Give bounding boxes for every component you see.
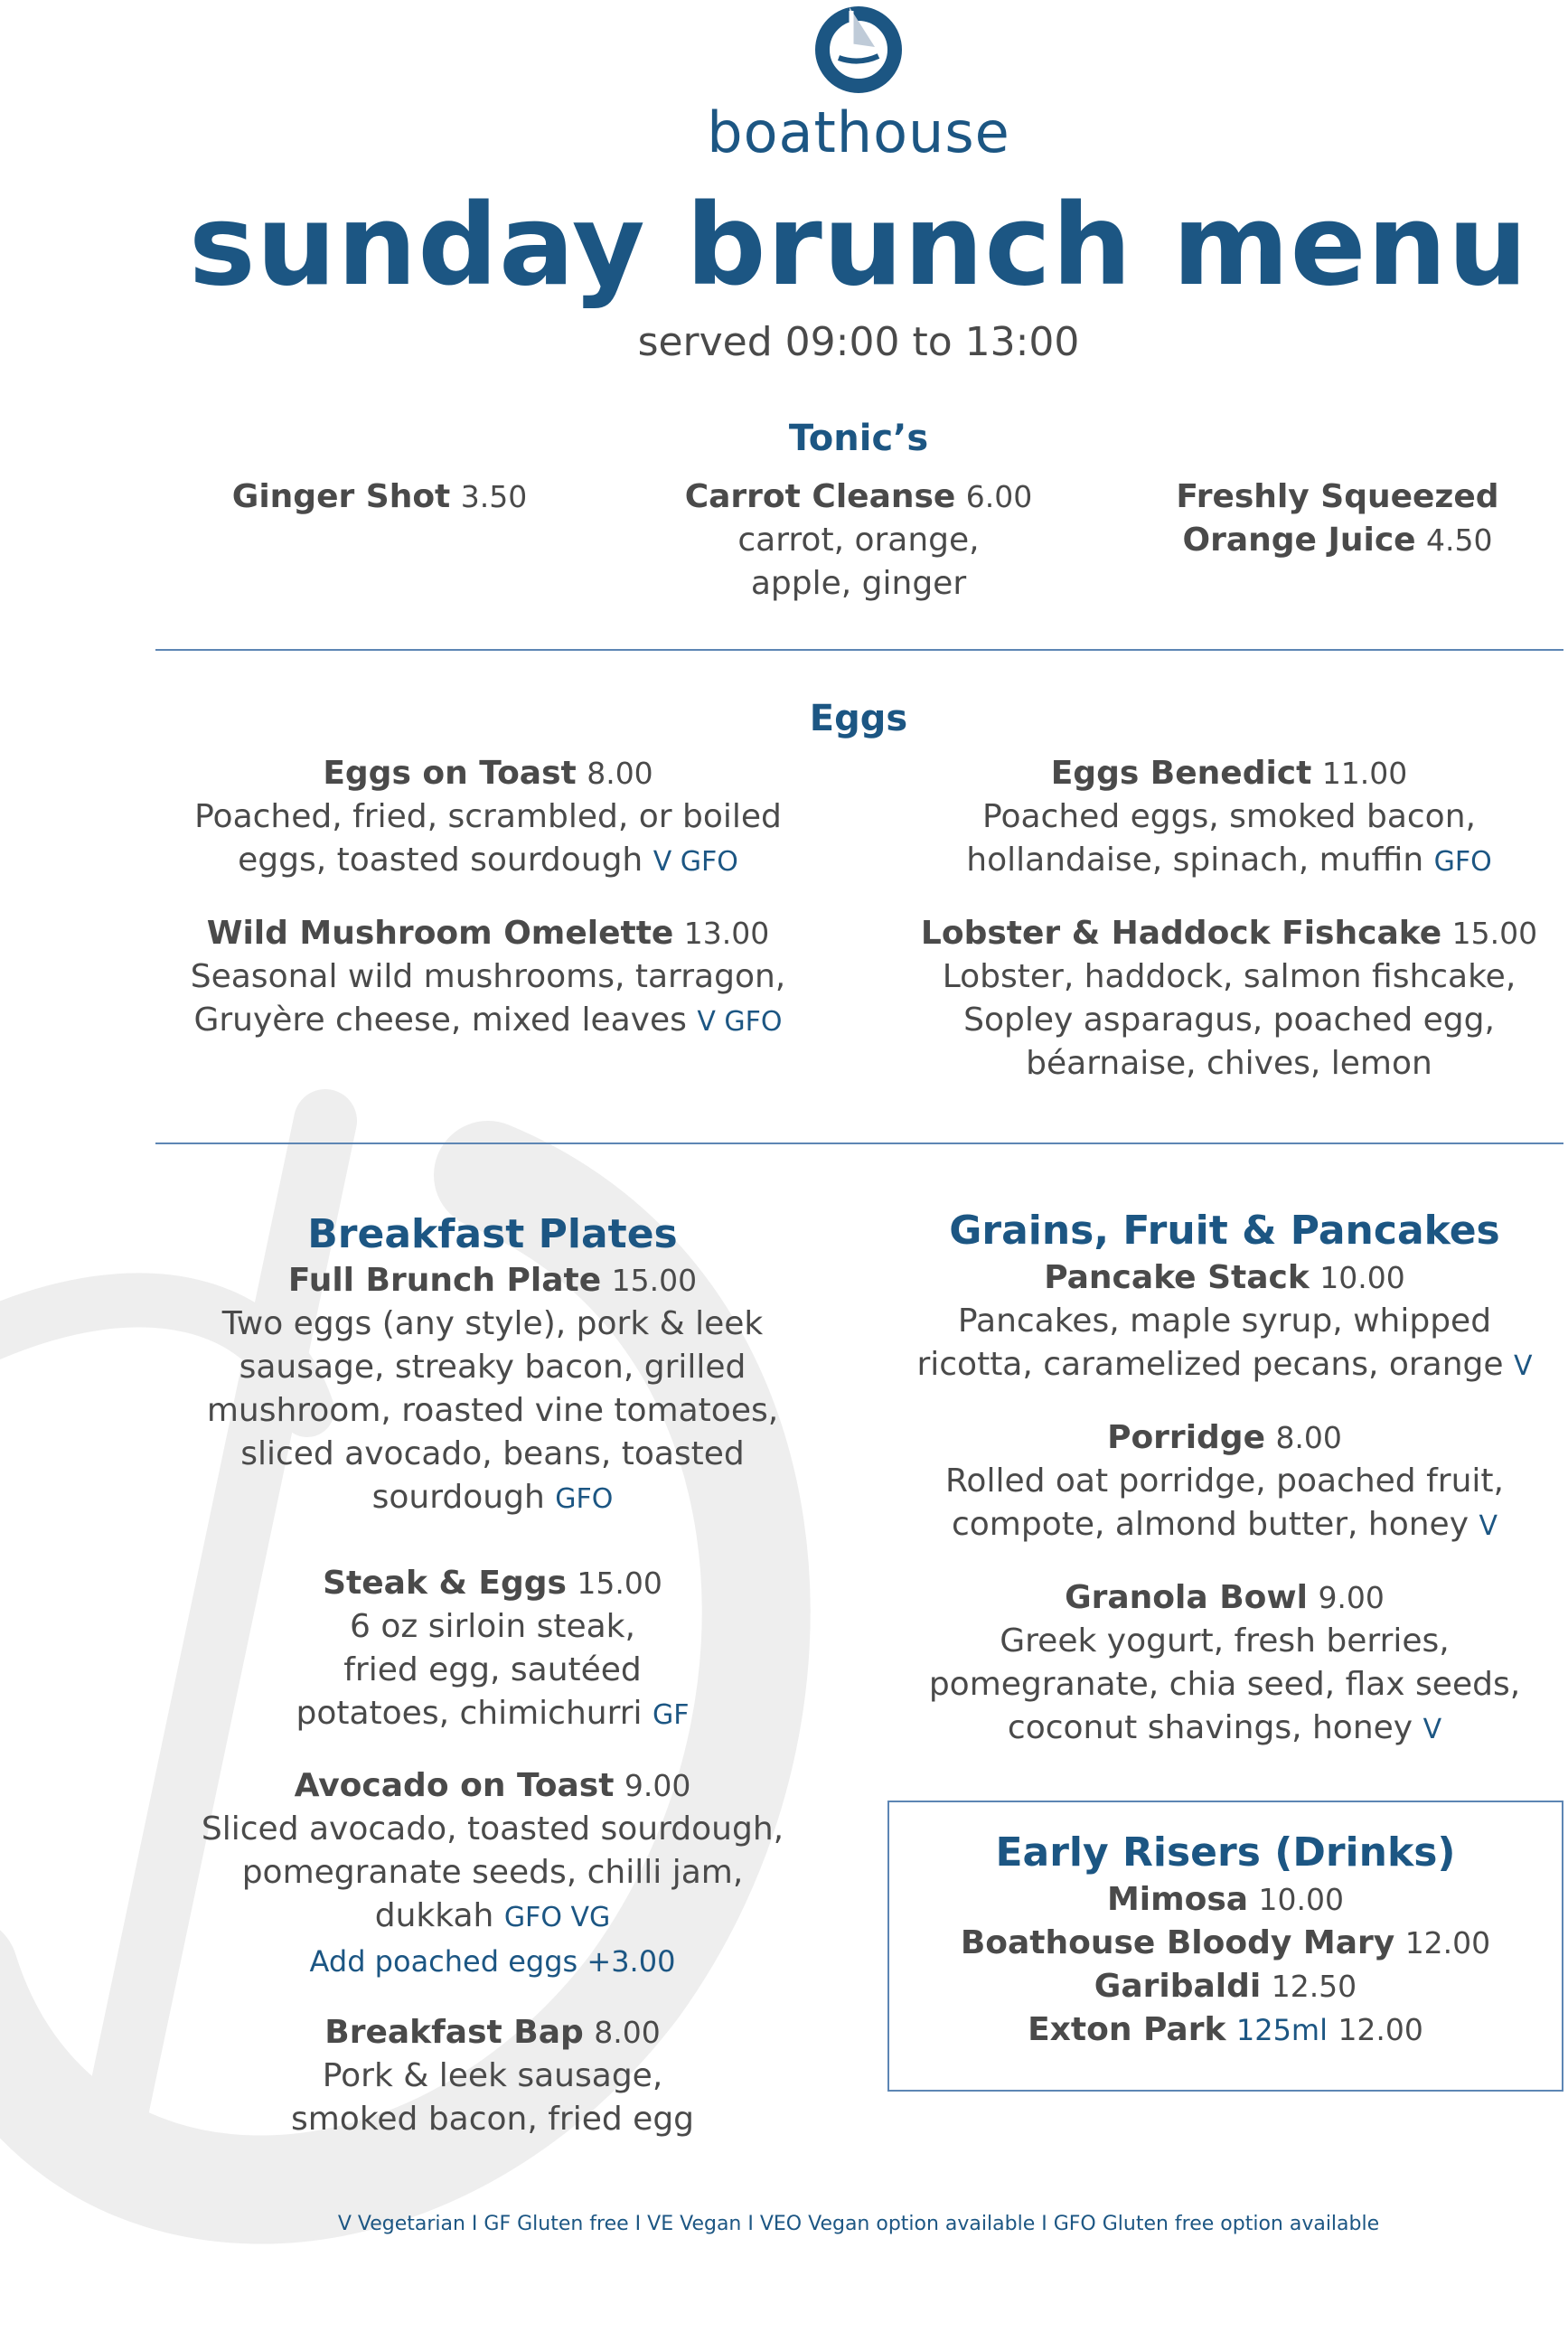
menu-item-eggs-benedict [886,752,1568,884]
menu-item-pancake-stack [863,1256,1568,1388]
item-price: 12.50 [1271,1969,1357,2004]
item-description: dukkah [374,1897,494,1934]
service-hours: served 09:00 to 13:00 [637,319,1080,365]
item-price: 15.00 [577,1566,662,1601]
item-name: Exton Park [1028,2011,1226,2048]
page-title: sunday brunch menu [188,181,1529,311]
item-description: sausage, streaky bacon, grilled [239,1349,746,1386]
item-description: smoked bacon, fried egg [290,2101,695,2138]
item-price: 12.00 [1338,2012,1423,2047]
item-name: Ginger Shot [231,478,451,515]
menu-item-eggs-on-toast [145,752,831,884]
item-name: Steak & Eggs [323,1565,567,1602]
item-description: apple, ginger [750,565,967,602]
item-description: compote, almond butter, honey [951,1506,1469,1543]
item-description: pomegranate seeds, chilli jam, [241,1854,744,1891]
item-name: Porridge [1107,1419,1265,1456]
dietary-tags: V GFO [653,846,738,878]
drink-item-exton-park [887,2008,1563,2052]
item-price: 8.00 [594,2015,661,2050]
item-price: 6.00 [965,479,1033,514]
menu-item-wild-mushroom-omelette [145,912,831,1044]
dietary-legend: V Vegetarian I GF Gluten free I VE Vegan I VEO Vegan option available I GFO Gluten free option available [337,2213,1380,2235]
item-description: carrot, orange, [737,522,980,559]
item-price: 15.00 [1451,916,1538,951]
dietary-tags: GF [653,1699,690,1731]
item-price: 13.00 [683,916,770,951]
section-divider [155,649,1563,651]
item-price: 3.50 [460,479,528,514]
item-size: 125ml [1235,2013,1328,2047]
item-price: 8.00 [1275,1420,1342,1455]
item-description: ricotta, caramelized pecans, orange [916,1346,1504,1383]
item-name: Avocado on Toast [294,1767,615,1804]
item-name: Breakfast Bap [324,2014,584,2051]
item-description: Pork & leek sausage, [322,2057,663,2094]
dietary-tags: GFO [1433,846,1492,878]
item-description: potatoes, chimichurri [296,1695,643,1732]
item-price: 4.50 [1426,522,1493,558]
item-price: 12.00 [1404,1925,1491,1961]
item-name: Eggs Benedict [1050,755,1312,792]
section-heading-tonics: Tonic’s [788,418,929,459]
menu-item-avocado-on-toast [131,1764,854,1983]
item-description: Lobster, haddock, salmon fishcake, [942,958,1516,995]
item-description: Pancakes, maple syrup, whipped [957,1302,1492,1340]
menu-item-full-brunch-plate [131,1259,854,1521]
boathouse-logo [813,0,904,99]
item-price: 11.00 [1321,756,1408,791]
item-name: Full Brunch Plate [287,1262,602,1299]
section-heading-breakfast-plates: Breakfast Plates [307,1211,678,1257]
item-description: sliced avocado, beans, toasted [240,1435,745,1472]
menu-item-carrot-cleanse [633,475,1084,606]
dietary-tags: V GFO [697,1006,783,1038]
menu-item-orange-juice [1112,475,1563,562]
item-description: Poached eggs, smoked bacon, [982,798,1476,835]
item-price: 9.00 [1318,1580,1385,1615]
dietary-tags: V [1479,1510,1498,1542]
item-name: Lobster & Haddock Fishcake [920,915,1442,952]
item-addon: Add poached eggs +3.00 [309,1944,676,1979]
menu-item-steak-and-eggs [131,1562,854,1737]
item-price: 15.00 [611,1263,698,1298]
item-name: Boathouse Bloody Mary [960,1924,1395,1961]
item-description: eggs, toasted sourdough [238,842,643,879]
item-description: fried egg, sautéed [343,1651,642,1688]
brand-name: boathouse [707,99,1010,165]
item-description: béarnaise, chives, lemon [1026,1045,1432,1082]
item-name: Orange Juice [1182,522,1416,559]
section-heading-grains-fruit-pancakes: Grains, Fruit & Pancakes [949,1208,1500,1254]
item-name: Freshly Squeezed [1176,478,1499,515]
item-name: Pancake Stack [1044,1259,1310,1296]
item-name: Mimosa [1106,1881,1249,1918]
item-description: Rolled oat porridge, poached fruit, [945,1462,1504,1500]
item-name: Garibaldi [1094,1968,1262,2005]
drinks-list [887,1828,1563,2052]
menu-item-lobster-haddock-fishcake [886,912,1568,1086]
item-description: sourdough [371,1479,545,1516]
dietary-tags: V [1514,1350,1533,1382]
item-description: Poached, fried, scrambled, or boiled [194,798,782,835]
item-price: 10.00 [1258,1882,1345,1917]
item-description: Gruyère cheese, mixed leaves [193,1001,687,1039]
section-heading-early-risers: Early Risers (Drinks) [995,1829,1456,1876]
item-description: Sliced avocado, toasted sourdough, [201,1810,784,1848]
menu-item-granola-bowl [863,1576,1568,1752]
menu-item-breakfast-bap [131,2011,854,2141]
drink-item-bloody-mary [887,1922,1563,1965]
item-description: Sopley asparagus, poached egg, [963,1001,1495,1039]
item-description: coconut shavings, honey [1007,1709,1413,1746]
item-name: Carrot Cleanse [684,478,956,515]
item-description: 6 oz sirloin steak, [350,1608,635,1645]
dietary-tags: V [1422,1714,1442,1745]
item-name: Wild Mushroom Omelette [206,915,674,952]
menu-item-porridge [863,1416,1568,1548]
item-price: 8.00 [587,756,653,791]
item-description: mushroom, roasted vine tomatoes, [206,1392,779,1429]
dietary-tags: GFO VG [503,1902,611,1933]
item-price: 9.00 [624,1768,691,1803]
section-divider [155,1142,1563,1144]
item-description: Seasonal wild mushrooms, tarragon, [190,958,786,995]
item-description: Greek yogurt, fresh berries, [1000,1622,1450,1660]
drink-item-garibaldi [887,1965,1563,2008]
item-description: pomegranate, chia seed, flax seeds, [928,1666,1521,1703]
menu-item-ginger-shot [154,475,606,519]
item-description: hollandaise, spinach, muffin [966,842,1424,879]
item-name: Granola Bowl [1065,1579,1308,1616]
item-name: Eggs on Toast [323,755,577,792]
drink-item-mimosa [887,1878,1563,1922]
item-price: 10.00 [1319,1260,1405,1295]
dietary-tags: GFO [555,1483,614,1515]
section-heading-eggs: Eggs [809,698,908,739]
item-description: Two eggs (any style), pork & leek [221,1305,764,1342]
